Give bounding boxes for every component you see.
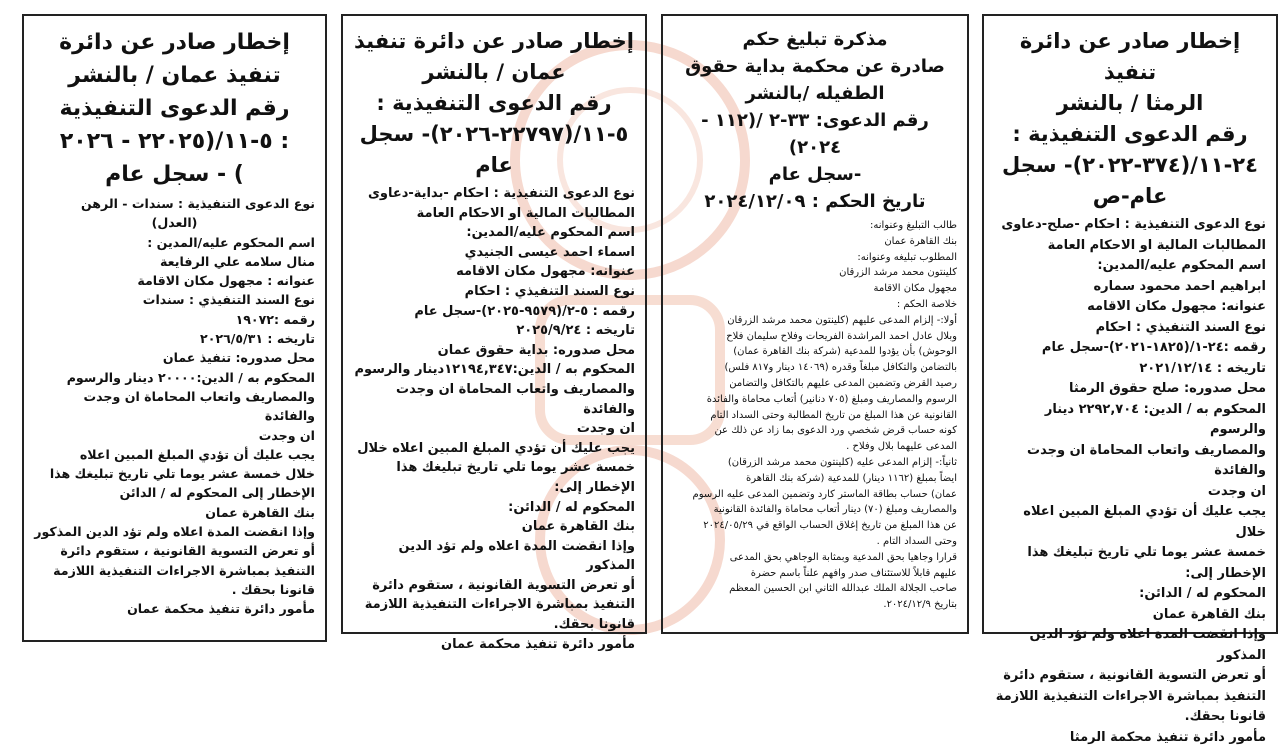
- body-line: كونه حساب قرض شخصي ورد الدعوى بما زاد عن ذلك عن: [673, 423, 957, 439]
- body-line: المحكوم له / الدائن:: [353, 498, 635, 518]
- body-line: المحكوم له / الدائن:: [994, 584, 1266, 605]
- body-line: نوع السند التنفيذي : احكام: [353, 282, 635, 302]
- body-line: نوع السند التنفيذي : سندات: [34, 290, 315, 309]
- body-line: المطالبات المالية او الاحكام العامة: [994, 236, 1266, 257]
- body-line: عمان) حساب بطاقة الماستر كارد وتضمين المدعى عليه الرسوم: [673, 487, 957, 503]
- title-line: مذكرة تبليغ حكم: [673, 26, 957, 53]
- body-line: والمصاريف واتعاب المحاماة ان وجدت والفائدة: [34, 387, 315, 426]
- notice-title: [353, 26, 635, 181]
- body-line: رقمه : ٥-٢/(٩٥٧٩-٢٠٢٥)-سجل عام: [353, 302, 635, 322]
- body-line: التنفيذ بمباشرة الاجراءات التنفيذية اللازمة: [994, 687, 1266, 708]
- body-line: عنوانه : مجهول مكان الاقامة: [34, 271, 315, 290]
- title-line: الرمثا / بالنشر: [994, 88, 1266, 119]
- title-line: رقم الدعوى التنفيذية :: [994, 119, 1266, 150]
- body-line: نوع الدعوى التنفيذية : احكام -بداية-دعاوى: [353, 184, 635, 204]
- body-line: بتاريخ ٢٠٢٤/١٢/٩.: [673, 597, 957, 613]
- body-line: المحكوم به / الدين: ٢٢٩٢,٧٠٤ دينار والرسوم: [994, 400, 1266, 441]
- notice-title: [994, 26, 1266, 212]
- body-line: ايضاً بمبلغ (١١٦٢ دينار) للمدعية (شركة بنك القاهرة: [673, 471, 957, 487]
- body-line: ثانياً:- إلزام المدعى عليه (كلينتون محمد مرشد الزرقان): [673, 455, 957, 471]
- title-line: إخطار صادر عن دائرة تنفيذ: [353, 26, 635, 57]
- body-line: اسم المحكوم عليه/المدين:: [353, 223, 635, 243]
- body-line: الإخطار إلى:: [994, 564, 1266, 585]
- body-line: أو تعرض التسوية القانونية ، ستقوم دائرة: [994, 666, 1266, 687]
- body-line: اسم المحكوم عليه/المدين:: [994, 256, 1266, 277]
- body-line: عنوانه: مجهول مكان الاقامه: [994, 297, 1266, 318]
- body-line: القانونية عن هذا المبلغ من تاريخ المطالبة وحتى السداد التام: [673, 408, 957, 424]
- body-line: أو تعرض التسوية القانونية ، ستقوم دائرة: [34, 541, 315, 560]
- signature-line: مأمور دائرة تنفيذ محكمة عمان: [34, 599, 315, 618]
- body-line: نوع الدعوى التنفيذية : احكام -صلح-دعاوى: [994, 215, 1266, 236]
- body-line: أو تعرض التسوية القانونية ، ستقوم دائرة: [353, 576, 635, 596]
- notice-title: [673, 26, 957, 215]
- body-line: (العدل): [34, 213, 315, 232]
- body-line: وإذا انقضت المدة اعلاه ولم تؤد الدين المذكور: [994, 625, 1266, 666]
- body-line: يجب عليك أن تؤدي المبلغ المبين اعلاه: [34, 445, 315, 464]
- body-line: خلال خمسة عشر يوما تلي تاريخ تبليغك هذا: [34, 464, 315, 483]
- notice-tafileh-judgment: [661, 14, 969, 634]
- title-line: عمان / بالنشر: [353, 57, 635, 88]
- body-line: صاحب الجلالة الملك عبدالله الثاني ابن الحسين المعظم: [673, 581, 957, 597]
- body-line: المطالبات المالية او الاحكام العامة: [353, 204, 635, 224]
- notice-amman-execution: [341, 14, 647, 634]
- body-line: عليهم قابلاً للاستئناف صدر وافهم علناً باسم حضرة: [673, 566, 957, 582]
- body-line: طالب التبليغ وعنوانه:: [673, 218, 957, 234]
- body-line: المدعى عليهما بلال وفلاح .: [673, 439, 957, 455]
- body-line: يجب عليك أن تؤدي المبلغ المبين اعلاه خلال: [994, 502, 1266, 543]
- body-line: بنك القاهرة عمان: [34, 503, 315, 522]
- title-line: رقم الدعوى: ٣٣-٢ /(١١٢ - ٢٠٢٤): [673, 107, 957, 161]
- body-line: قرارا وجاهيا بحق المدعية وبمثابة الوجاهي بحق المدعى: [673, 550, 957, 566]
- title-line: تنفيذ عمان / بالنشر: [34, 59, 315, 92]
- body-line: عنوانه: مجهول مكان الاقامه: [353, 262, 635, 282]
- body-line: ان وجدت: [994, 482, 1266, 503]
- body-line: أولا:- إلزام المدعى عليهم (كلينتون محمد مرشد الزرقان: [673, 313, 957, 329]
- body-line: والمصاريف واتعاب المحاماة ان وجدت والفائدة: [994, 441, 1266, 482]
- title-line: ٢٤-١١/(٣٧٤-٢٠٢٢)- سجل: [994, 150, 1266, 181]
- body-line: نوع السند التنفيذي : احكام: [994, 318, 1266, 339]
- title-line: ) - سجل عام: [34, 158, 315, 191]
- body-line: التنفيذ بمباشرة الاجراءات التنفيذية اللازمة: [34, 561, 315, 580]
- body-line: الإخطار إلى:: [353, 478, 635, 498]
- body-line: محل صدوره: بداية حقوق عمان: [353, 341, 635, 361]
- title-line: : ٥-١١/(٢٢٠٢٥ - ٢٠٢٦: [34, 125, 315, 158]
- title-line: صادرة عن محكمة بداية حقوق: [673, 53, 957, 80]
- body-line: وحتى السداد التام .: [673, 534, 957, 550]
- body-line: تاريخه : ٢٠٢١/١٢/١٤: [994, 359, 1266, 380]
- notice-amman-execution-bonds: [22, 14, 327, 642]
- body-line: عن هذا المبلغ من تاريخ إغلاق الحساب الواقع في ٢٠٢٤/٠٥/٢٩: [673, 518, 957, 534]
- title-line: الطفيله /بالنشر: [673, 80, 957, 107]
- title-line: تاريخ الحكم : ٢٠٢٤/١٢/٠٩: [673, 188, 957, 215]
- title-line: ٥-١١/(٢٢٧٩٧-٢٠٢٦)- سجل: [353, 119, 635, 150]
- body-line: ان وجدت: [353, 419, 635, 439]
- body-line: منال سلامه علي الرفايعة: [34, 252, 315, 271]
- signature-line: مأمور دائرة تنفيذ محكمة الرمثا: [994, 728, 1266, 748]
- body-line: محل صدوره: صلح حقوق الرمثا: [994, 379, 1266, 400]
- body-line: بنك القاهرة عمان: [673, 234, 957, 250]
- title-line: رقم الدعوى التنفيذية :: [353, 88, 635, 119]
- notice-title: [34, 26, 315, 191]
- body-line: قانونا بحقك.: [353, 615, 635, 635]
- body-line: بالتضامن والتكافل مبلغاً وقدره (١٤٠٦٩ دينار و٨١٧ فلس): [673, 360, 957, 376]
- body-line: كلينتون محمد مرشد الزرقان: [673, 265, 957, 281]
- body-line: بنك القاهرة عمان: [994, 605, 1266, 626]
- body-line: محل صدوره: تنفيذ عمان: [34, 348, 315, 367]
- body-line: والمصاريف ومبلغ (٧٠) دينار أتعاب محاماة والفائدة القانونية: [673, 502, 957, 518]
- title-line: -سجل عام: [673, 161, 957, 188]
- body-line: نوع الدعوى التنفيذية : سندات - الرهن: [34, 194, 315, 213]
- body-line: المحكوم به / الدين:٢٠٠٠٠ دينار والرسوم: [34, 368, 315, 387]
- body-line: بنك القاهرة عمان: [353, 517, 635, 537]
- body-line: اسم المحكوم عليه/المدين :: [34, 233, 315, 252]
- body-line: وبلال عادل احمد المراشدة الفريحات وفلاح سليمان فلاح: [673, 329, 957, 345]
- signature-line: مأمور دائرة تنفيذ محكمة عمان: [353, 635, 635, 655]
- body-line: يجب عليك أن تؤدي المبلغ المبين اعلاه خلال: [353, 439, 635, 459]
- body-line: التنفيذ بمباشرة الاجراءات التنفيذية اللازمة: [353, 595, 635, 615]
- body-line: المطلوب تبليغه وعنوانه:: [673, 250, 957, 266]
- body-line: الإخطار إلى المحكوم له / الدائن: [34, 483, 315, 502]
- title-line: رقم الدعوى التنفيذية: [34, 92, 315, 125]
- body-line: المحكوم به / الدين:١٢١٩٤,٣٤٧دينار والرسوم: [353, 360, 635, 380]
- body-line: خمسة عشر يوما تلي تاريخ تبليغك هذا: [353, 458, 635, 478]
- body-line: رقمه :١٩٠٧٢: [34, 310, 315, 329]
- body-line: خمسة عشر يوما تلي تاريخ تبليغك هذا: [994, 543, 1266, 564]
- body-line: الوحوش) بأن يؤدوا للمدعية (شركة بنك القاهرة عمان): [673, 344, 957, 360]
- body-line: والمصاريف واتعاب المحاماة ان وجدت والفائدة: [353, 380, 635, 419]
- body-line: رقمه :٢٤-١/(١٨٢٥-٢٠٢١)-سجل عام: [994, 338, 1266, 359]
- body-line: الرسوم والمصاريف ومبلغ (٧٠٥ دنانير) أتعاب محاماة والفائدة: [673, 392, 957, 408]
- body-line: تاريخه : ٢٠٢٦/٥/٣١: [34, 329, 315, 348]
- body-line: اسماء احمد عيسى الجنيدي: [353, 243, 635, 263]
- body-line: ان وجدت: [34, 426, 315, 445]
- body-line: تاريخه : ٢٠٢٥/٩/٢٤: [353, 321, 635, 341]
- body-line: رصيد القرض وتضمين المدعى عليهم بالتكافل والتضامن: [673, 376, 957, 392]
- title-line: إخطار صادر عن دائرة تنفيذ: [994, 26, 1266, 88]
- body-line: وإذا انقضت المدة اعلاه ولم تؤد الدين المذكور: [353, 537, 635, 576]
- title-line: عام-ص: [994, 181, 1266, 212]
- body-line: خلاصة الحكم :: [673, 297, 957, 313]
- notice-ramtha-execution: [982, 14, 1278, 634]
- title-line: إخطار صادر عن دائرة: [34, 26, 315, 59]
- body-line: ابراهيم احمد محمود سماره: [994, 277, 1266, 298]
- body-line: مجهول مكان الاقامة: [673, 281, 957, 297]
- body-line: قانونا بحقك.: [994, 707, 1266, 728]
- title-line: عام: [353, 150, 635, 181]
- body-line: وإذا انقضت المدة اعلاه ولم تؤد الدين المذكور: [34, 522, 315, 541]
- body-line: قانونا بحقك .: [34, 580, 315, 599]
